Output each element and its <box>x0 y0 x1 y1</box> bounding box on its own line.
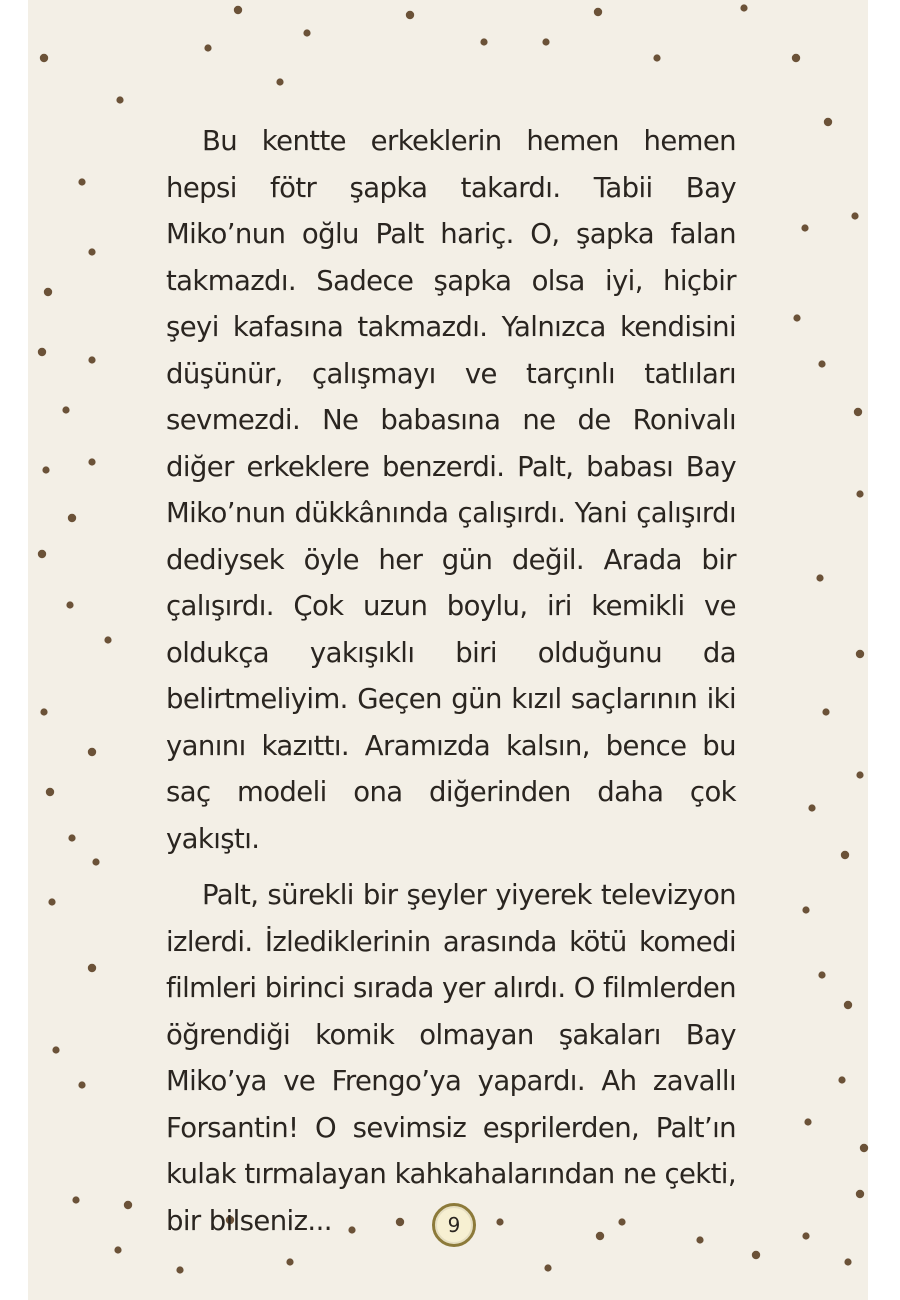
decorative-dot <box>114 1246 121 1253</box>
decorative-dot <box>854 408 862 416</box>
decorative-dot <box>818 971 825 978</box>
decorative-dot <box>856 1190 864 1198</box>
decorative-dot <box>793 314 800 321</box>
decorative-dot <box>406 11 414 19</box>
decorative-dot <box>804 1118 811 1125</box>
decorative-dot <box>856 490 863 497</box>
decorative-dot <box>542 38 549 45</box>
decorative-dot <box>816 574 823 581</box>
decorative-dot <box>204 44 211 51</box>
decorative-dot <box>844 1258 851 1265</box>
body-text <box>166 118 736 1244</box>
decorative-dot <box>860 1144 868 1152</box>
decorative-dot <box>856 650 864 658</box>
decorative-dot <box>72 1196 79 1203</box>
paragraph-1: Bu kentte erkeklerin hemen hemen hepsi fötr şapka takardı. Tabii Bay Miko’nun oğlu Palt hariç. O, şapka falan takmazdı. Sadece şapka olsa iyi, hiçbir şeyi kafasına takmazdı. Yalnızca kendisini düşünür, çalışmayı ve tarçınlı tatlıları sevmezdi. Ne babasına ne de Ronivalı diğer erkeklere benzerdi. Palt, babası Bay Miko’nun dükkânında çalışırdı. Yani çalışırdı dediysek öyle her gün değil. Arada bir çalışırdı. Çok uzun boylu, iri kemikli ve oldukça yakışıklı biri olduğunu da belirtmeliyim. Geçen gün kızıl saçlarının iki yanını kazıttı. Aramızda kalsın, bence bu saç modeli ona diğerinden daha çok yakıştı. <box>166 125 736 855</box>
decorative-dot <box>802 1232 809 1239</box>
decorative-dot <box>124 1201 132 1209</box>
decorative-dot <box>276 78 283 85</box>
decorative-dot <box>38 550 46 558</box>
decorative-dot <box>594 8 602 16</box>
decorative-dot <box>303 29 310 36</box>
page-number-badge: 9 <box>432 1203 476 1247</box>
decorative-dot <box>822 708 829 715</box>
decorative-dot <box>801 224 808 231</box>
paragraph-2: Palt, sürekli bir şeyler yiyerek televizyon izlerdi. İzlediklerinin arasında kötü komedi filmleri birinci sırada yer alırdı. O filmlerden öğrendiği komik olmayan şakaları Bay Miko’ya ve Frengo’ya yapardı. Ah zavallı Forsantin! O sevimsiz esprilerden, Palt’ın kulak tırmalayan kahkahalarından ne çekti, bir bilseniz... <box>166 879 736 1237</box>
decorative-dot <box>808 804 815 811</box>
decorative-dot <box>52 1046 59 1053</box>
decorative-dot <box>40 54 48 62</box>
decorative-dot <box>544 1264 551 1271</box>
decorative-dot <box>66 601 73 608</box>
decorative-dot <box>176 1266 183 1273</box>
decorative-dot <box>286 1258 293 1265</box>
decorative-dot <box>46 788 54 796</box>
decorative-dot <box>824 118 832 126</box>
decorative-dot <box>68 514 76 522</box>
decorative-dot <box>792 54 800 62</box>
decorative-dot <box>88 248 95 255</box>
decorative-dot <box>851 212 858 219</box>
decorative-dot <box>752 1251 760 1259</box>
decorative-dot <box>653 54 660 61</box>
decorative-dot <box>44 288 52 296</box>
decorative-dot <box>38 348 46 356</box>
decorative-dot <box>480 38 487 45</box>
decorative-dot <box>740 4 747 11</box>
decorative-dot <box>838 1076 845 1083</box>
decorative-dot <box>68 834 75 841</box>
decorative-dot <box>234 6 242 14</box>
decorative-dot <box>42 466 49 473</box>
decorative-dot <box>116 96 123 103</box>
decorative-dot <box>104 636 111 643</box>
decorative-dot <box>62 406 69 413</box>
decorative-dot <box>844 1001 852 1009</box>
decorative-dot <box>48 898 55 905</box>
decorative-dot <box>92 858 99 865</box>
decorative-dot <box>40 708 47 715</box>
decorative-dot <box>856 771 863 778</box>
decorative-dot <box>841 851 849 859</box>
decorative-dot <box>88 356 95 363</box>
decorative-dot <box>78 178 85 185</box>
decorative-dot <box>88 748 96 756</box>
decorative-dot <box>818 360 825 367</box>
decorative-dot <box>88 458 95 465</box>
decorative-dot <box>802 906 809 913</box>
decorative-dot <box>88 964 96 972</box>
decorative-dot <box>78 1081 85 1088</box>
